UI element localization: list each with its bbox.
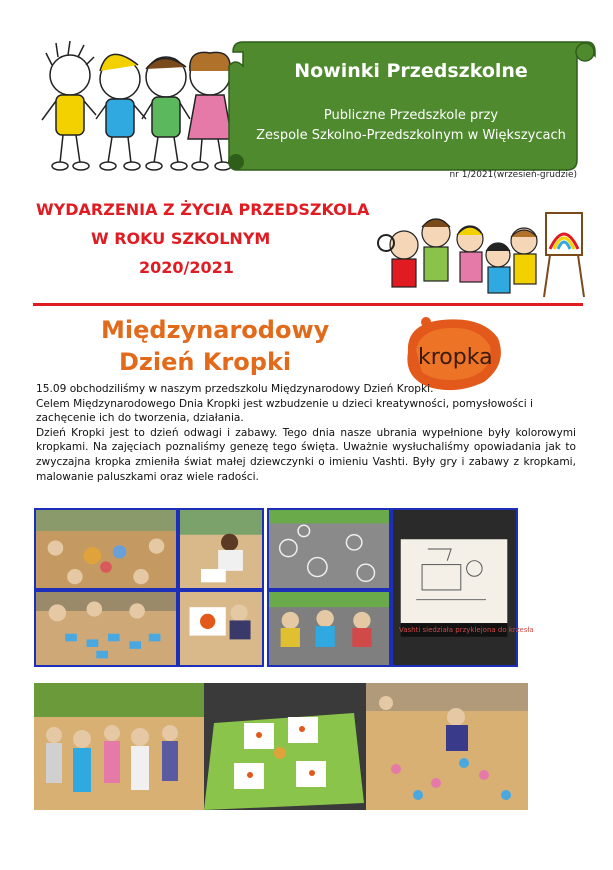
events-heading-line-1: WYDARZENIA Z ŻYCIA PRZEDSZKOLA bbox=[36, 200, 370, 219]
kids-illustration bbox=[38, 35, 238, 175]
article-title-line-1: Międzynarodowy bbox=[101, 316, 330, 344]
photo-projected-story bbox=[391, 508, 534, 667]
kids-painting-illustration bbox=[374, 205, 588, 305]
photo-dot-cards bbox=[34, 590, 178, 667]
slide-caption: Vashti siedziała przyklejona do krzesła bbox=[399, 626, 534, 634]
photo-children-circle bbox=[34, 508, 178, 590]
photo-orange-dot bbox=[178, 590, 264, 667]
section-divider bbox=[33, 303, 583, 306]
dot-logo-text: kropka bbox=[418, 345, 493, 370]
photo-kids-standing bbox=[34, 683, 204, 810]
newsletter-banner bbox=[225, 38, 597, 172]
school-name-line-2: Zespole Szkolno-Przedszkolnym w Większycach bbox=[256, 128, 566, 143]
photo-table-painting bbox=[204, 683, 366, 810]
school-name-line-1: Publiczne Przedszkole przy bbox=[323, 108, 499, 123]
paragraph-date: 15.09 obchodziliśmy w naszym przedszkolu Międzynarodowy Dzień Kropki. bbox=[36, 383, 434, 395]
article-body bbox=[36, 382, 576, 484]
photo-girl-drawing bbox=[178, 508, 264, 590]
article-title-line-2: Dzień Kropki bbox=[119, 348, 292, 376]
issue-number: nr 1/2021(wrzesień-grudzie) bbox=[449, 170, 577, 180]
photo-floor-dots bbox=[366, 683, 528, 810]
events-heading-line-2: W ROKU SZKOLNYM bbox=[91, 229, 271, 248]
events-heading-line-3: 2020/2021 bbox=[139, 258, 234, 277]
paragraph-goal: Celem Międzynarodowego Dnia Kropki jest wzbudzenie u dzieci kreatywności, pomysłowości i zachęcenie ich do tworzenia, działania. bbox=[36, 397, 533, 425]
photo-chalk-dots bbox=[267, 508, 391, 590]
photo-kids-outdoors bbox=[267, 590, 391, 667]
paragraph-description: Dzień Kropki jest to dzień odwagi i zabawy. Tego dnia nasze ubrania wypełnione były kolorowymi kropkami. Na zajęciach poznaliśmy genezę tego święta. Uważnie wysłuchaliśmy opowiadania jak to zwyczajna kropka zmieniła świat małej dziewczynki o imieniu Vashti. Były gry i zabawy z kropkami, malowanie paluszkami oraz wiele radości. bbox=[36, 426, 576, 483]
newsletter-title: Nowinki Przedszkolne bbox=[294, 60, 528, 82]
